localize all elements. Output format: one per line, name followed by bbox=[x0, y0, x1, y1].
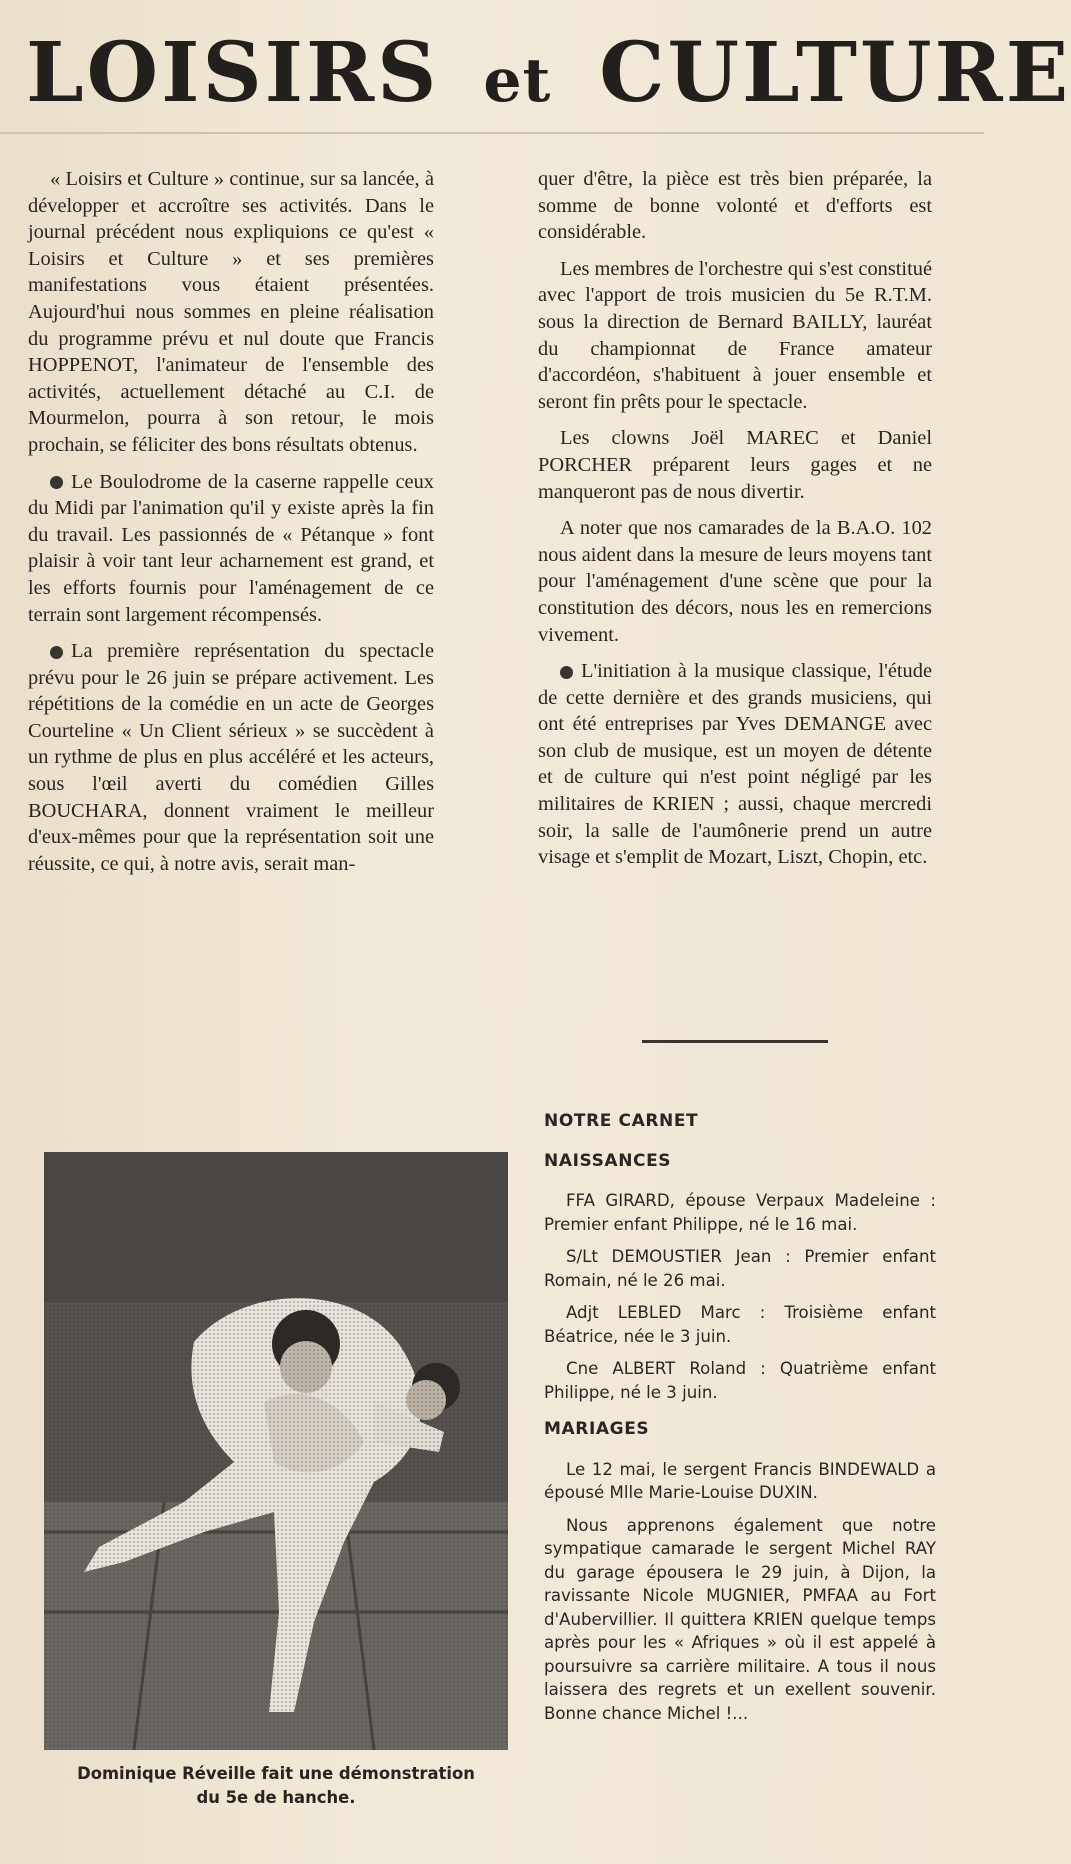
carnet-title: NOTRE CARNET bbox=[544, 1111, 699, 1131]
article-paragraph-bulleted bbox=[28, 638, 434, 877]
section-divider bbox=[642, 1040, 828, 1043]
carnet-entry: Cne ALBERT Roland : Quatrième enfant Philippe, né le 3 juin. bbox=[544, 1359, 936, 1402]
bullet-icon bbox=[50, 646, 63, 659]
article-left-column bbox=[28, 166, 434, 887]
carnet-entry: FFA GIRARD, épouse Verpaux Madeleine : Premier enfant Philippe, né le 16 mai. bbox=[544, 1191, 936, 1234]
article-paragraph-bulleted bbox=[28, 469, 434, 629]
article-paragraph: quer d'être, la pièce est très bien préparée, la somme de bonne volonté et d'efforts est considérable. bbox=[538, 168, 932, 244]
carnet-entry: S/Lt DEMOUSTIER Jean : Premier enfant Romain, né le 26 mai. bbox=[544, 1247, 936, 1290]
article-paragraph-text: La première représentation du spectacle prévu pour le 26 juin se prépare activement. Les répétitions de la comédie en un acte de Georges Courteline « Un Client sérieux » se succèdent à un rythme de plus en plus accéléré et les acteurs, sous l'œil averti du comédien Gilles BOUCHARA, donnent vraiment le meilleur d'eux-mêmes pour que la représentation soit une réussite, ce qui, à notre avis, serait man- bbox=[28, 640, 434, 875]
header-rule bbox=[0, 132, 984, 134]
carnet-entry: Le 12 mai, le sergent Francis BINDEWALD a épousé Mlle Marie-Louise DUXIN. bbox=[544, 1459, 936, 1502]
notre-carnet-section bbox=[544, 1110, 936, 1734]
article-paragraph: Les clowns Joël MAREC et Daniel PORCHER préparent leurs gages et ne manqueront pas de nous divertir. bbox=[538, 427, 932, 503]
carnet-entry: Adjt LEBLED Marc : Troisième enfant Béatrice, née le 3 juin. bbox=[544, 1303, 936, 1346]
caption-line: du 5e de hanche. bbox=[196, 1788, 356, 1807]
article-paragraph-text: Le Boulodrome de la caserne rappelle ceux du Midi par l'animation qu'il y existe après la fin du travail. Les passionnés de « Pétanque » font plaisir à voir tant leur acharnement est grand, et les efforts fournis pour l'aménagement de ce terrain sont largement récompensés. bbox=[28, 470, 434, 626]
carnet-entry: Nous apprenons également que notre sympatique camarade le sergent Michel RAY du garage épousera le 29 juin, à Dijon, la ravissante Nicole MUGNIER, PMFAA au Fort d'Aubervillier. Il quittera KRIEN quelque temps après pour les « Afriques » où il est appelé à poursuivre sa carrière militaire. A tous il nous laissera des regrets et un exellent souvenir. Bonne chance Michel !... bbox=[544, 1515, 936, 1723]
bullet-icon bbox=[50, 476, 63, 489]
photo-caption bbox=[44, 1762, 508, 1810]
mariages-heading: MARIAGES bbox=[544, 1419, 650, 1439]
bullet-icon bbox=[560, 666, 573, 679]
caption-line: Dominique Réveille fait une démonstration bbox=[77, 1764, 475, 1783]
headline-loisirs: LOISIRS bbox=[26, 25, 440, 121]
article-paragraph: « Loisirs et Culture » continue, sur sa lancée, à développer et accroître ses activités. Dans le journal précédent nous expliquions ce qu'est « Loisirs et Culture » et ses premières manifestations vous étaient présentées. Aujourd'hui nous sommes en pleine réalisation du programme prévu et nul doute que Francis HOPPENOT, l'animateur de l'ensemble des activités, actuellement détaché au C.I. de Mourmelon, pourra à son retour, le mois prochain, se féliciter des bons résultats obtenus. bbox=[28, 168, 434, 456]
article-paragraph: Les membres de l'orchestre qui s'est constitué avec l'apport de trois musicien du 5e R.T.M. sous la direction de Bernard BAILLY, lauréat du championnat de France amateur d'accordéon, s'habituent à jouer ensemble et seront fin prêts pour le spectacle. bbox=[538, 257, 933, 413]
judo-photo bbox=[44, 1152, 508, 1750]
article-paragraph-bulleted bbox=[538, 658, 932, 871]
headline-culture: CULTURE bbox=[599, 25, 1071, 121]
headline bbox=[26, 25, 1071, 121]
article-paragraph-text: L'initiation à la musique classique, l'étude de cette dernière et des grands musiciens, qui ont été entreprises par Yves DEMANGE avec son club de musique, est un moyen de détente et de culture qui n'est point négligé par les militaires de KRIEN ; aussi, chaque mercredi soir, la salle de l'aumônerie prend un autre visage et s'emplit de Mozart, Liszt, Chopin, etc. bbox=[538, 660, 932, 869]
headline-et: et bbox=[483, 46, 552, 116]
article-paragraph: A noter que nos camarades de la B.A.O. 102 nous aident dans la mesure de leurs moyens tant pour l'aménagement d'une scène que pour la constitution des décors, nous les en remercions vivement. bbox=[538, 517, 932, 646]
article-right-column bbox=[538, 166, 932, 881]
judo-photo-illustration bbox=[44, 1152, 508, 1750]
naissances-heading: NAISSANCES bbox=[544, 1150, 672, 1171]
